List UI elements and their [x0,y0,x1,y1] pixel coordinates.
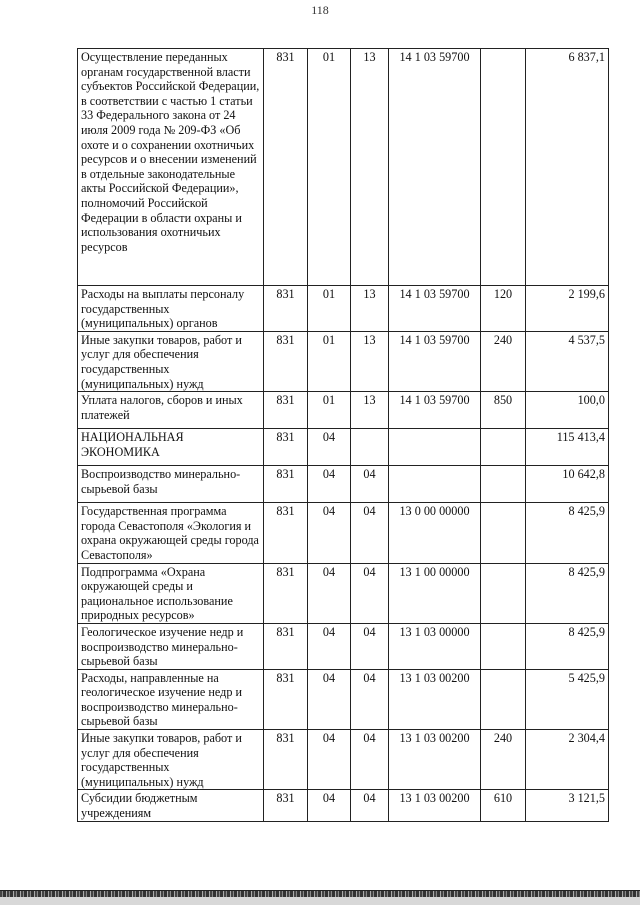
subsection-code: 04 [351,623,389,669]
ministry-code: 831 [264,730,308,790]
row-name: Государственная программа города Севастополя «Экология и охрана окружающей среды города Севастополя» [78,503,264,563]
budget-table [77,48,609,822]
row-name: Иные закупки товаров, работ и услуг для обеспечения государственных (муниципальных) нужд [78,730,264,790]
ministry-code: 831 [264,623,308,669]
ministry-code: 831 [264,669,308,729]
expense-type [481,466,526,503]
table-row [78,331,609,391]
table-row [78,563,609,623]
subsection-code: 04 [351,730,389,790]
target-article [389,429,481,466]
amount: 2 304,4 [526,730,609,790]
target-article: 13 1 00 00000 [389,563,481,623]
amount: 8 425,9 [526,563,609,623]
expense-type: 240 [481,730,526,790]
expense-type [481,49,526,286]
section-code: 01 [308,392,351,429]
target-article [389,466,481,503]
target-article: 13 1 03 00200 [389,790,481,822]
table-row [78,392,609,429]
expense-type: 240 [481,331,526,391]
row-name: Подпрограмма «Охрана окружающей среды и рациональное использование природных ресурсов» [78,563,264,623]
table-row [78,286,609,332]
section-code: 04 [308,503,351,563]
table-row [78,49,609,286]
amount: 2 199,6 [526,286,609,332]
section-code: 01 [308,286,351,332]
target-article: 13 1 03 00000 [389,623,481,669]
section-code: 01 [308,331,351,391]
ministry-code: 831 [264,286,308,332]
subsection-code: 13 [351,392,389,429]
amount: 100,0 [526,392,609,429]
target-article: 14 1 03 59700 [389,392,481,429]
target-article: 13 0 00 00000 [389,503,481,563]
amount: 6 837,1 [526,49,609,286]
subsection-code: 13 [351,49,389,286]
subsection-code: 13 [351,331,389,391]
subsection-code: 04 [351,790,389,822]
target-article: 13 1 03 00200 [389,669,481,729]
table-row [78,623,609,669]
expense-type: 120 [481,286,526,332]
subsection-code: 13 [351,286,389,332]
amount: 8 425,9 [526,623,609,669]
section-code: 04 [308,669,351,729]
expense-type [481,429,526,466]
row-name: Геологическое изучение недр и воспроизводство минерально-сырьевой базы [78,623,264,669]
table-row [78,669,609,729]
ministry-code: 831 [264,429,308,466]
row-name: Воспроизводство минерально-сырьевой базы [78,466,264,503]
section-code: 04 [308,730,351,790]
subsection-code [351,429,389,466]
section-code: 04 [308,563,351,623]
amount: 4 537,5 [526,331,609,391]
table-row [78,429,609,466]
expense-type [481,503,526,563]
expense-type [481,563,526,623]
section-code: 04 [308,623,351,669]
ministry-code: 831 [264,392,308,429]
expense-type: 610 [481,790,526,822]
amount: 3 121,5 [526,790,609,822]
expense-type [481,623,526,669]
target-article: 14 1 03 59700 [389,49,481,286]
target-article: 14 1 03 59700 [389,331,481,391]
ministry-code: 831 [264,563,308,623]
table-row [78,503,609,563]
scan-edge-shade [0,897,640,905]
ministry-code: 831 [264,49,308,286]
ministry-code: 831 [264,503,308,563]
table-row [78,790,609,822]
table-row [78,730,609,790]
target-article: 13 1 03 00200 [389,730,481,790]
row-name: Субсидии бюджетным учреждениям [78,790,264,822]
amount: 10 642,8 [526,466,609,503]
subsection-code: 04 [351,503,389,563]
page-number: 118 [311,3,329,17]
row-name: НАЦИОНАЛЬНАЯ ЭКОНОМИКА [78,429,264,466]
expense-type [481,669,526,729]
expense-type: 850 [481,392,526,429]
row-name: Расходы, направленные на геологическое изучение недр и воспроизводство минерально-сырьевой базы [78,669,264,729]
ministry-code: 831 [264,331,308,391]
section-code: 01 [308,49,351,286]
table-row [78,466,609,503]
row-name: Расходы на выплаты персоналу государственных (муниципальных) органов [78,286,264,332]
row-name: Иные закупки товаров, работ и услуг для обеспечения государственных (муниципальных) нужд [78,331,264,391]
section-code: 04 [308,790,351,822]
row-name: Уплата налогов, сборов и иных платежей [78,392,264,429]
ministry-code: 831 [264,790,308,822]
section-code: 04 [308,466,351,503]
ministry-code: 831 [264,466,308,503]
subsection-code: 04 [351,563,389,623]
amount: 8 425,9 [526,503,609,563]
amount: 115 413,4 [526,429,609,466]
section-code: 04 [308,429,351,466]
subsection-code: 04 [351,669,389,729]
subsection-code: 04 [351,466,389,503]
row-name: Осуществление переданных органам государственной власти субъектов Российской Федерации, в соответствии с частью 1 статьи 33 Федерального закона от 24 июля 2009 года № 209-ФЗ «Об охоте и о сохранении охотничьих ресурсов и о внесении изменений в отдельные законодательные акты Российской Федерации», полномочий Российской Федерации в области охраны и использования охотничьих ресурсов [78,49,264,286]
amount: 5 425,9 [526,669,609,729]
target-article: 14 1 03 59700 [389,286,481,332]
